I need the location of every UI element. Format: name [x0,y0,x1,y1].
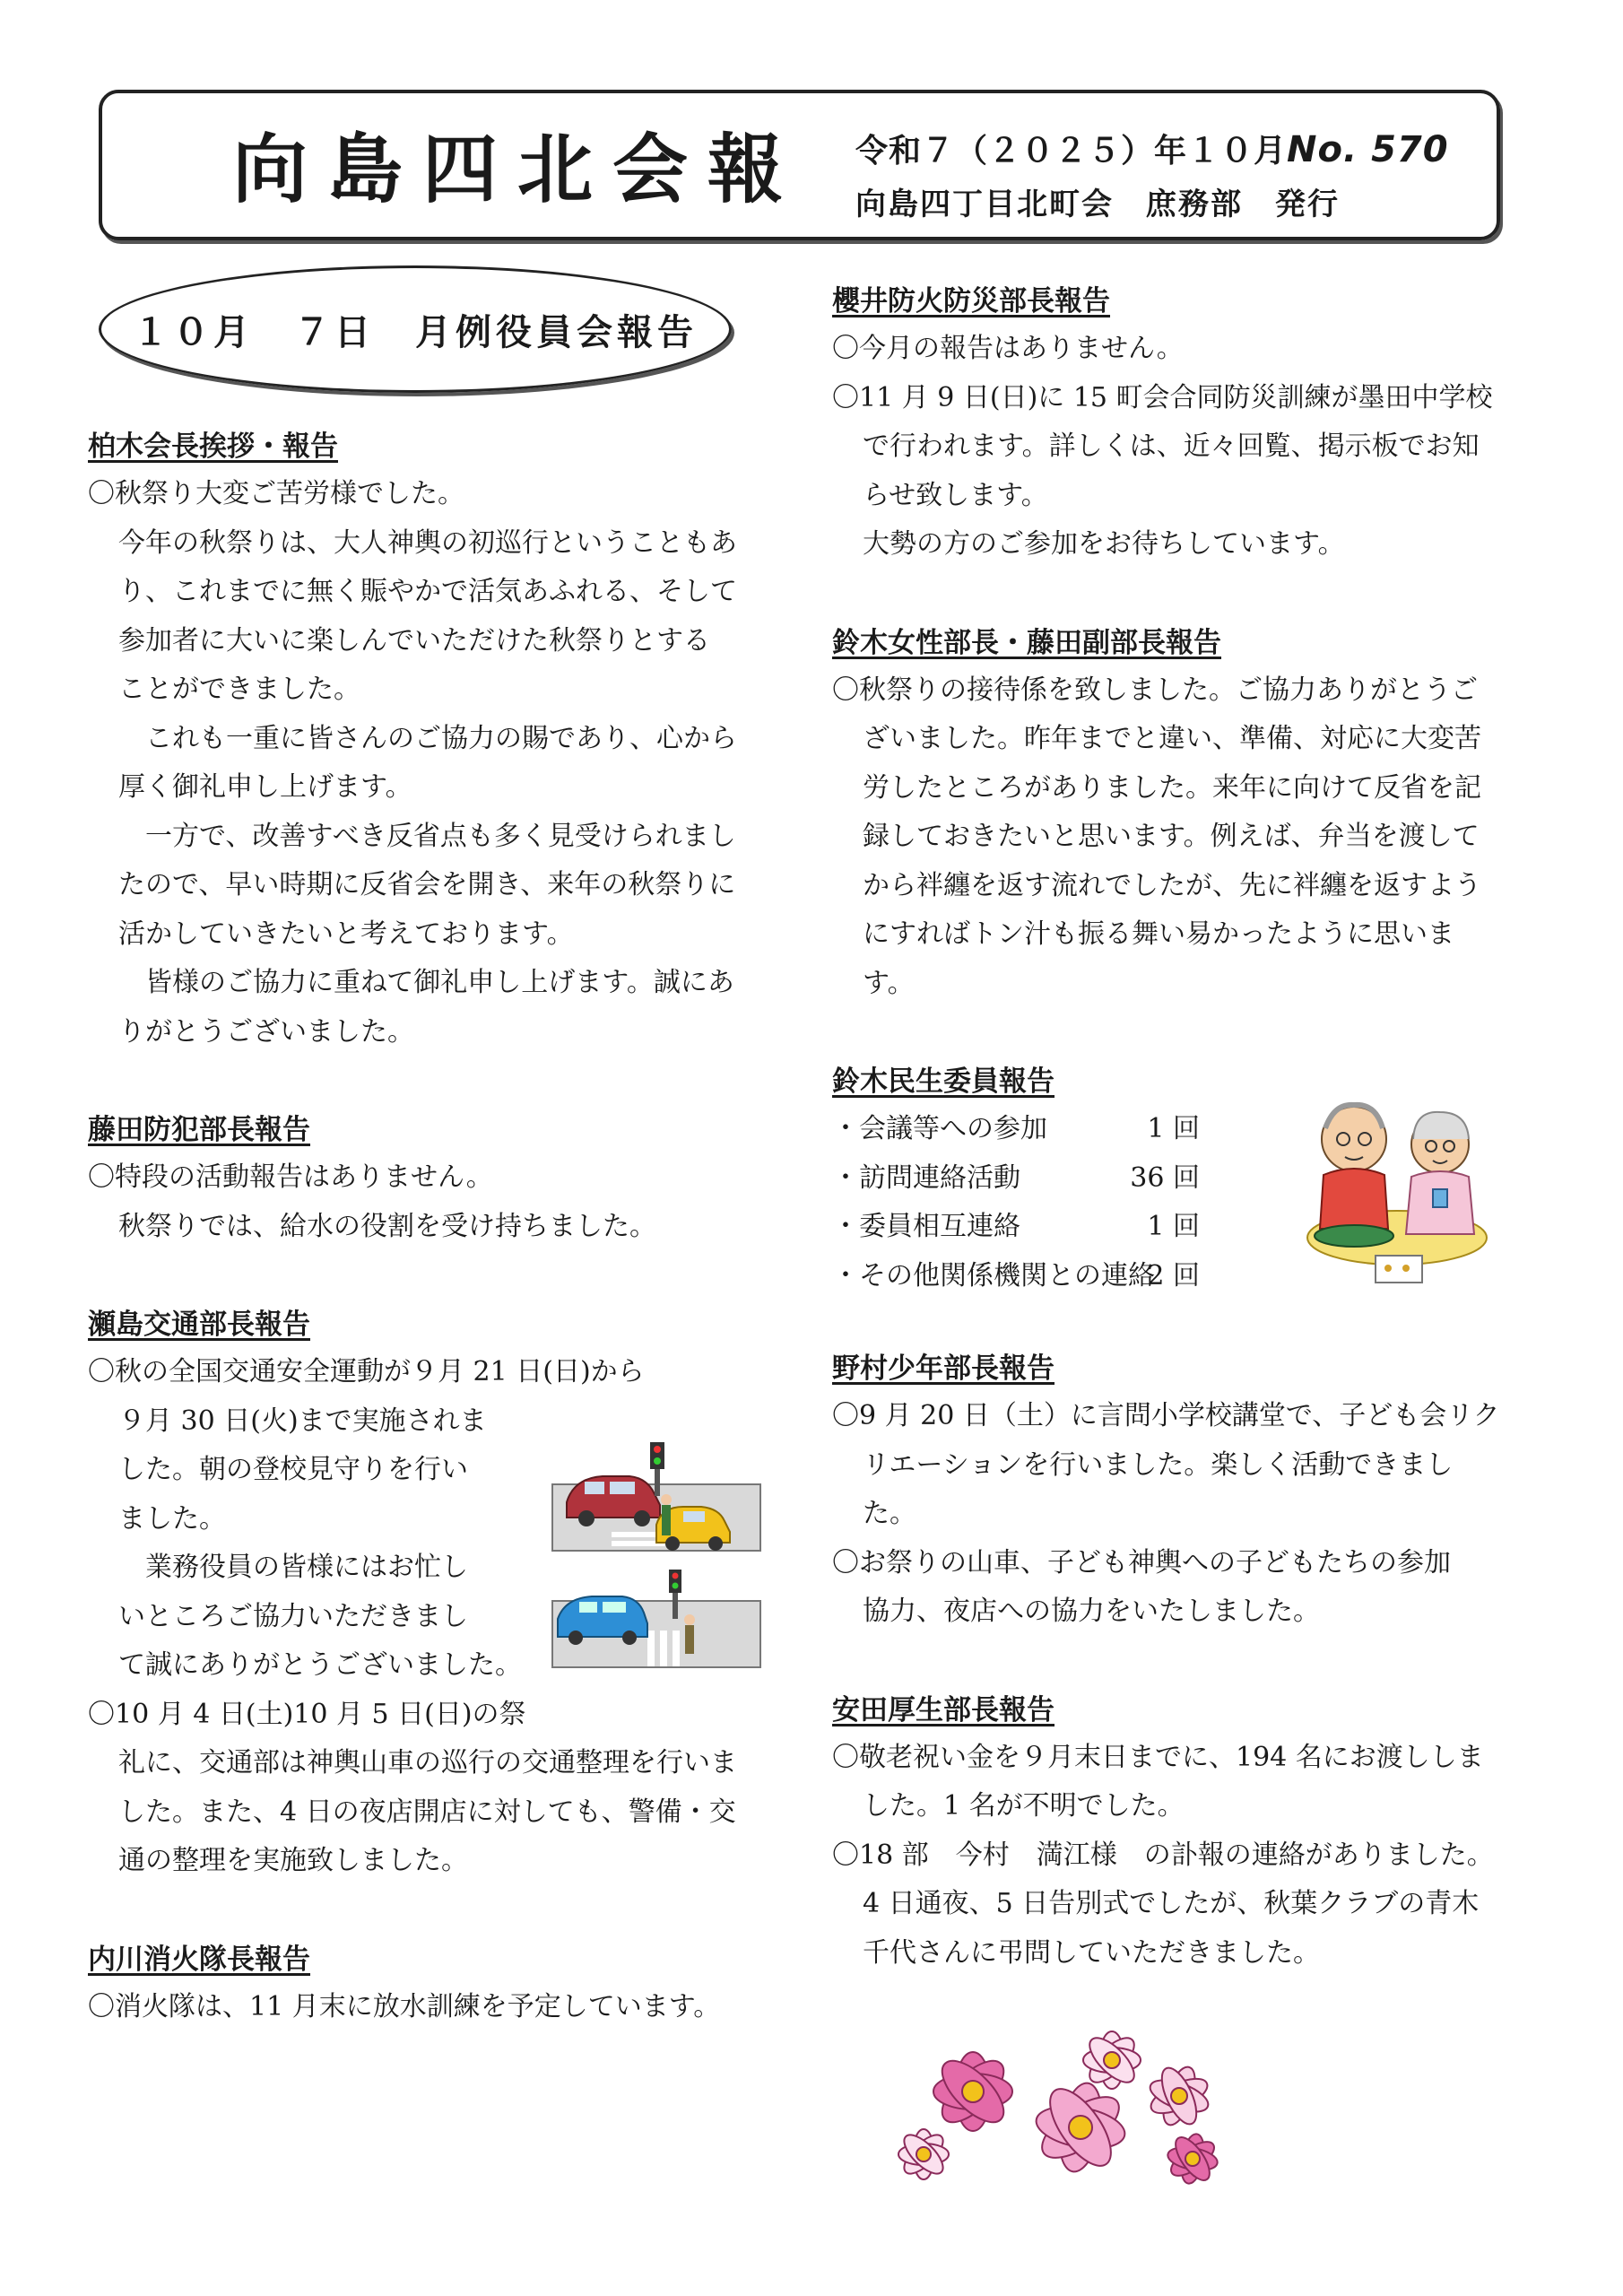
stat-value: 36 回 [1130,1161,1200,1194]
text-line: 一方で、改善すべき反省点も多く見受けられまし [145,820,736,852]
stat-label: ・委員相互連絡 [832,1211,1020,1242]
text-line: 〇お祭りの山車、子ども神輿への子どもたちの参加 [832,1546,1451,1578]
text-line: 〇特段の活動報告はありません。 [88,1161,493,1193]
text-line: 〇今月の報告はありません。 [832,333,1184,364]
stat-label: ・その他関係機関との連絡 [832,1259,1155,1292]
text-line: リエーションを行いました。楽しく活動できまし [863,1448,1454,1481]
text-line: 厚く御礼申し上げます。 [118,771,412,803]
section-heading: 鈴木女性部長・藤田副部長報告 [832,626,1221,659]
section-heading: 野村少年部長報告 [832,1352,1055,1385]
text-line: 〇18 部 今村 満江様 の訃報の連絡がありました。 [832,1839,1494,1871]
text-line: から袢纏を返す流れでしたが、先に袢纏を返すよう [863,869,1481,901]
section-fujita-bouhan [88,1107,796,1251]
issue-number: No. 570 [1287,129,1449,170]
text-line: 〇秋祭りの接待係を致しました。ご協力ありがとうご [832,674,1478,706]
section-heading: 内川消火隊長報告 [88,1943,310,1976]
spacer [832,570,1527,620]
text-line: 礼に、交通部は神輿山車の巡行の交通整理を行いま [118,1747,737,1779]
text-line: ことができました。 [118,674,360,705]
spacer [88,1057,796,1107]
text-line: 〇敬老祝い金を９月末日までに、194 名にお渡ししま [832,1741,1484,1773]
text-line: 通の整理を実施致しました。 [118,1845,468,1876]
text-line: たので、早い時期に反省会を開き、来年の秋祭りに [118,869,736,900]
newsletter-title: 向島四北会報 [232,126,803,213]
text-line: た。 [863,1498,916,1529]
section-heading: 安田厚生部長報告 [832,1693,1055,1726]
text-line: り、これまでに無く賑やかで活気あふれる、そして [118,576,737,607]
text-line: 千代さんに弔問していただきました。 [863,1936,1320,1969]
text-line: ざいました。昨年までと違い、準備、対応に大変苦 [863,723,1481,754]
section-heading: 藤田防犯部長報告 [88,1114,310,1146]
spacer [88,1886,796,1936]
text-line: 参加者に大いに楽しんでいただけた秋祭りとする [118,624,710,657]
section-kashiwagi [88,423,796,1057]
section-yasuda [832,1687,1527,1979]
section-uchikawa [88,1936,796,2032]
stat-label: ・訪問連絡活動 [832,1161,1020,1194]
text-line: 労したところがありました。来年に向けて反省を記 [863,771,1481,804]
text-line: 活かしていきたいと考えております。 [118,918,574,950]
stat-value: 1 回 [1147,1211,1200,1242]
publisher: 向島四丁目北町会 庶務部 発行 [855,187,1340,222]
left-column [88,423,796,2031]
spacer [832,1300,1527,1345]
text-line: 大勢の方のご参加をお待ちしています。 [863,528,1345,560]
flower [898,2031,1219,2185]
stat-value: 2 回 [1147,1259,1200,1292]
section-heading: 柏木会長挨拶・報告 [88,430,338,463]
section-nomura [832,1345,1527,1637]
section-heading: 鈴木民生委員報告 [832,1065,1055,1098]
issue-date: 令和７（２０２５）年１０月 [855,132,1288,170]
text-line: これも一重に皆さんのご協力の賜であり、心から [145,722,737,754]
text-line: す。 [863,967,915,999]
masthead [99,90,1500,240]
text-line: 録しておきたいと思います。例えば、弁当を渡して [863,821,1480,852]
text-line: で行われます。詳しくは、近々回覧、掲示板でお知 [863,430,1480,462]
spacer [832,1637,1527,1687]
text-line: ９月 30 日(火)まで実施されま [118,1405,487,1437]
spacer [832,1008,1527,1058]
text-line: 4 日通夜、5 日告別式でしたが、秋葉クラブの青木 [863,1888,1480,1919]
text-line: ました。 [118,1502,226,1535]
traffic-crossing-illustration [549,1435,764,1677]
text-line: した。朝の登校見守りを行い [118,1454,468,1485]
issue-line [855,126,1449,171]
text-line: て誠にありがとうございました。 [118,1649,522,1681]
section-sakurai [832,278,1527,570]
text-line: 〇10 月 4 日(土)10 月 5 日(日)の祭 [88,1698,526,1730]
text-line: いところご協力いただきまし [118,1600,468,1632]
text-line: 〇消火隊は、11 月末に放水訓練を予定しています。 [88,1990,721,2022]
text-line: 業務役員の皆様にはお忙し [145,1552,468,1583]
text-line: 皆様のご協力に重ねて御礼申し上げます。誠にあ [145,967,734,998]
meeting-title-oval: １０月 ７日 月例役員会報告 [99,265,732,393]
stat-value: 1 回 [1147,1113,1200,1144]
section-suzuki-josei [832,620,1527,1009]
text-line: 〇9 月 20 日（土）に言問小学校講堂で、子ども会リク [832,1400,1500,1431]
text-line: らせ致します。 [863,479,1048,511]
elderly-couple-illustration [1298,1076,1496,1292]
text-line: 〇秋祭り大変ご苦労様でした。 [88,478,464,509]
section-heading: 櫻井防火防災部長報告 [832,285,1110,317]
text-line: 協力、夜店への協力をいたしました。 [863,1596,1320,1627]
cosmos-flowers-illustration [883,2029,1260,2190]
text-line: 〇秋の全国交通安全運動が９月 21 日(日)から [88,1356,645,1387]
section-heading: 瀬島交通部長報告 [88,1309,310,1341]
spacer [88,1251,796,1301]
text-line: りがとうございました。 [118,1015,414,1048]
text-line: した。1 名が不明でした。 [863,1790,1185,1822]
text-line: 今年の秋祭りは、大人神輿の初巡行ということもあ [118,526,737,559]
text-line: 〇11 月 9 日(日)に 15 町会合同防災訓練が墨田中学校 [832,381,1493,413]
text-line: にすればトン汁も振る舞い易かったように思いま [863,918,1454,950]
stat-label: ・会議等への参加 [832,1113,1047,1144]
text-line: した。また、4 日の夜店開店に対しても、警備・交 [118,1796,736,1828]
text-line: 秋祭りでは、給水の役割を受け持ちました。 [118,1210,656,1242]
